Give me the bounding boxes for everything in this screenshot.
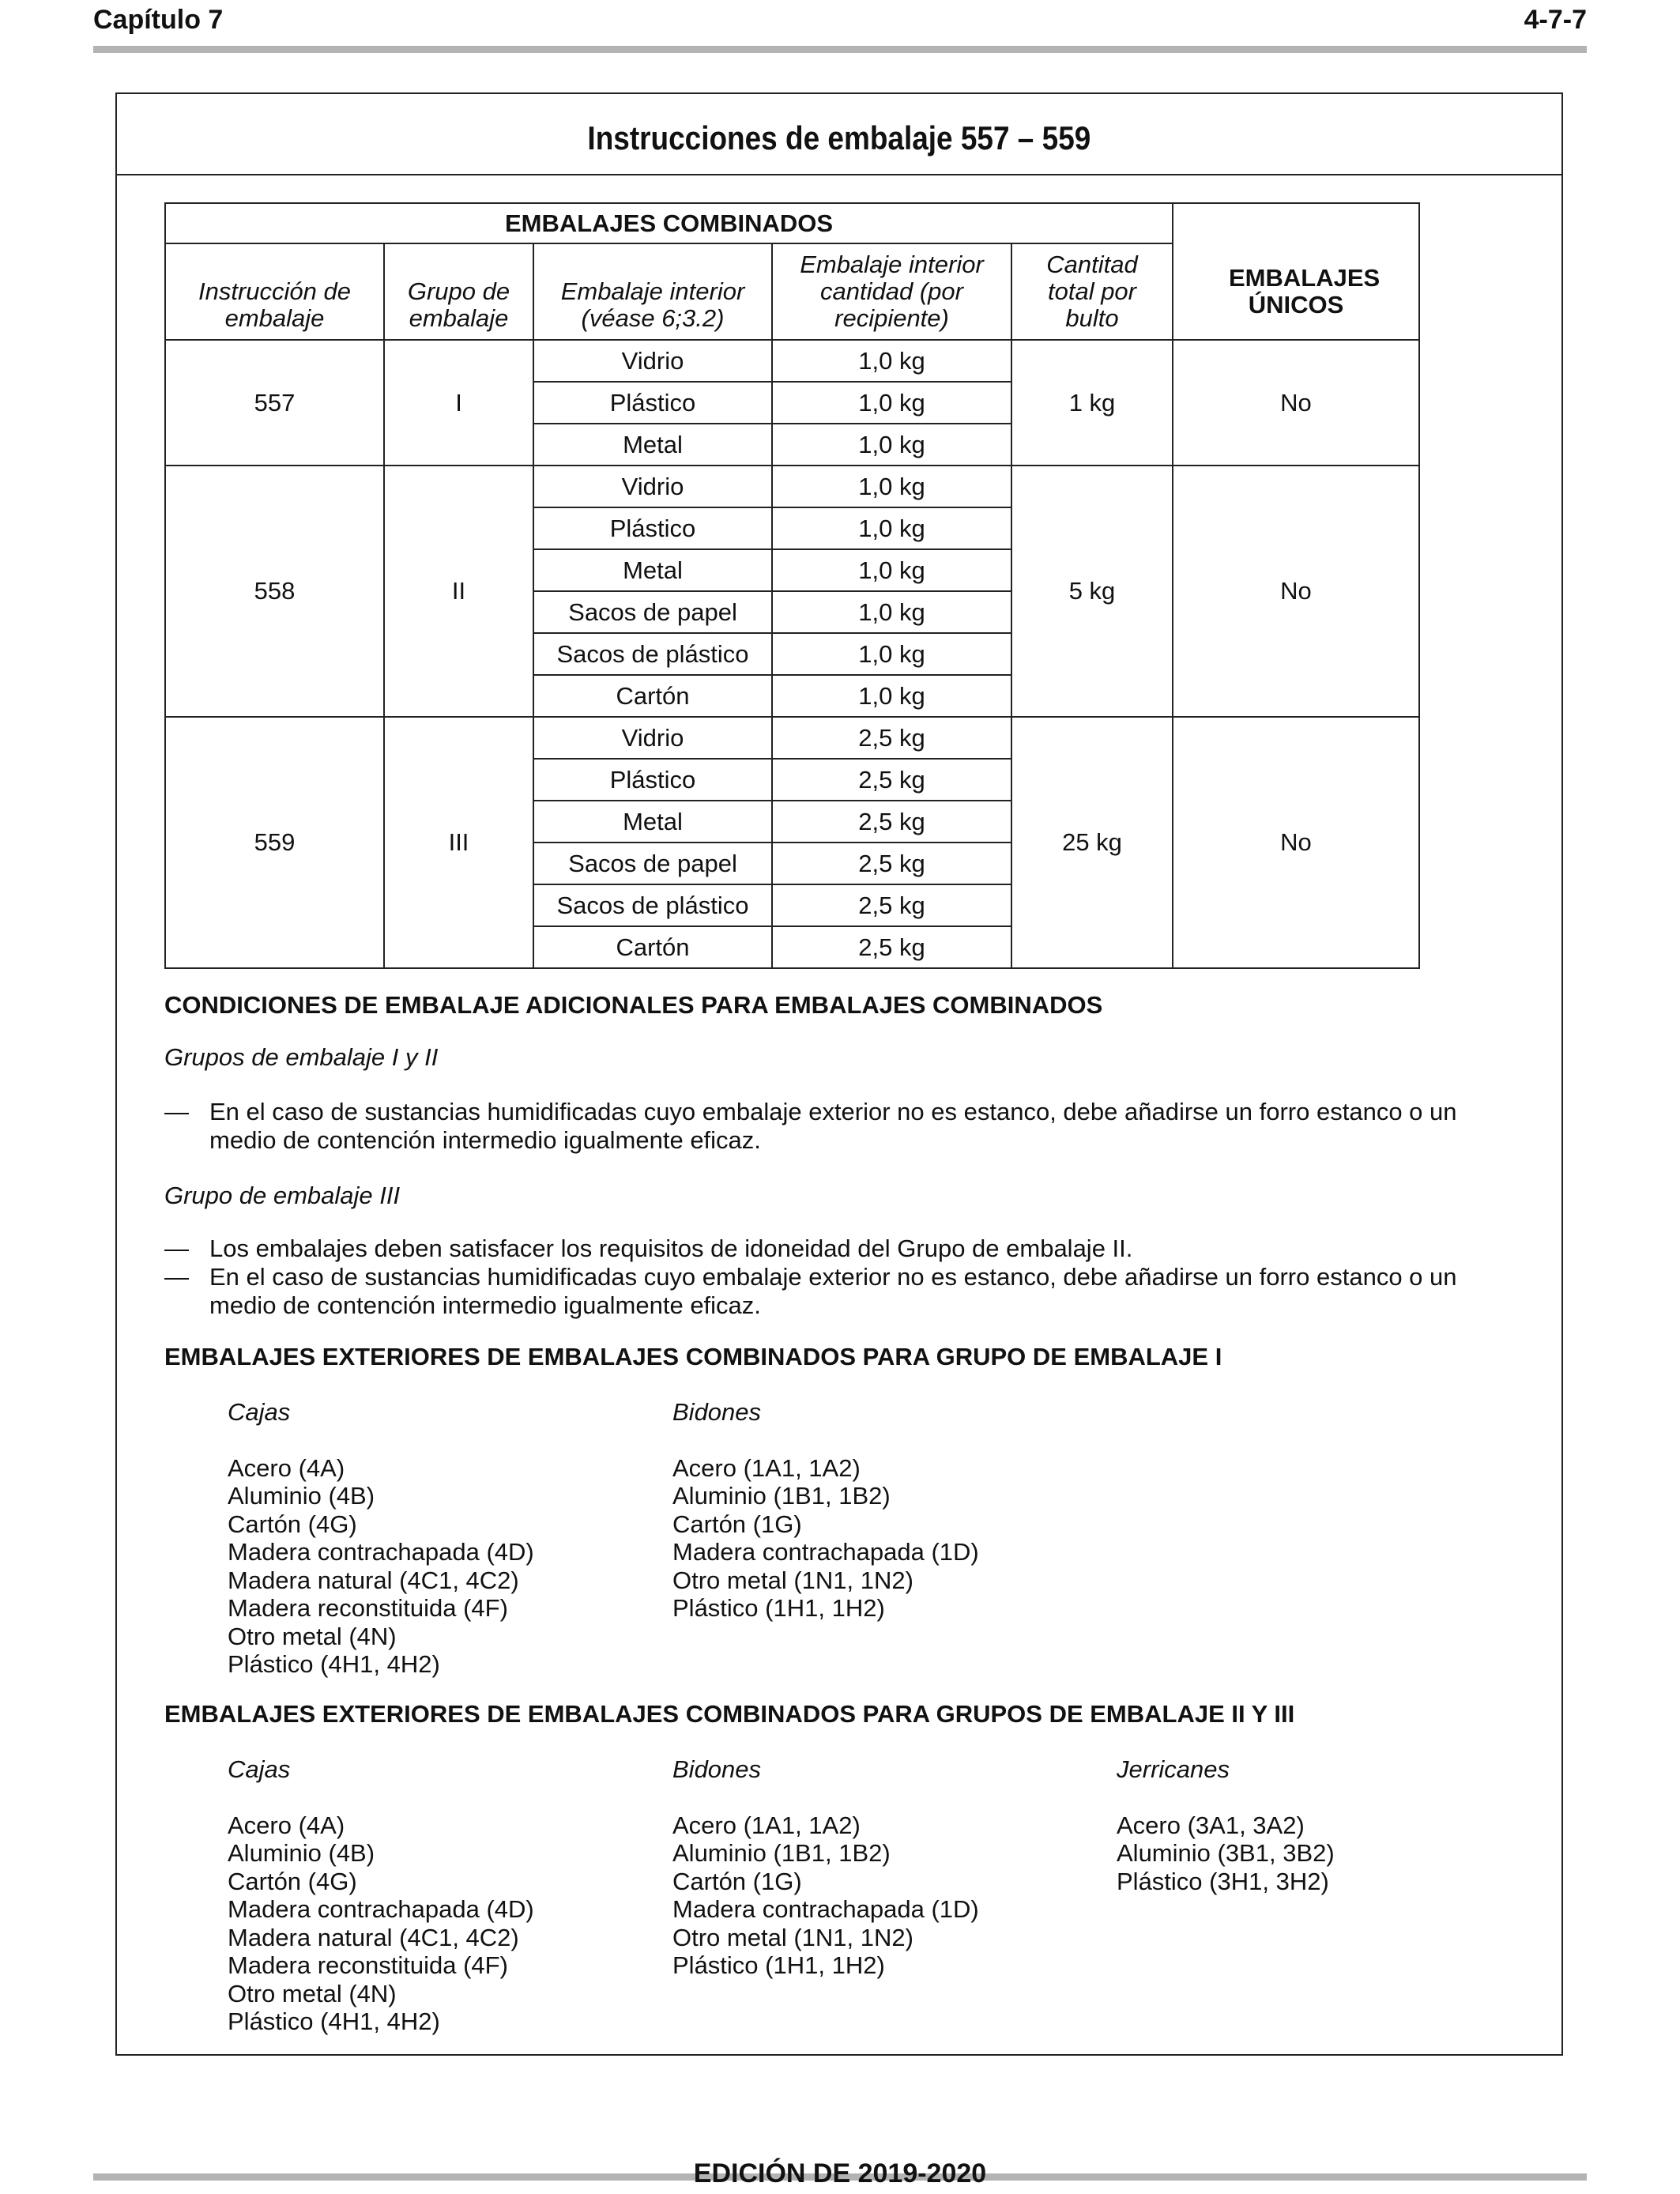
total-quantity-cell: 1 kg [1011, 340, 1173, 466]
single-packaging-cell: No [1173, 466, 1419, 717]
col-inner [533, 243, 772, 340]
conditions-group3-item [164, 1263, 1524, 1320]
inner-quantity-cell: 1,0 kg [772, 675, 1011, 717]
inner-packaging-cell: Metal [533, 424, 772, 466]
page-reference: 4-7-7 [1524, 5, 1587, 35]
inner-quantity-cell: 1,0 kg [772, 340, 1011, 382]
list-item: Acero (1A1, 1A2) [672, 1811, 861, 1839]
list-heading: Cajas [228, 1398, 291, 1426]
list-item: Madera natural (4C1, 4C2) [228, 1566, 519, 1594]
dash-marker: — [164, 1098, 189, 1125]
inner-quantity-cell: 2,5 kg [772, 926, 1011, 968]
col-instruction [165, 243, 384, 340]
list-item: Plástico (1H1, 1H2) [672, 1594, 885, 1622]
conditions-group3-item [164, 1235, 1524, 1263]
conditions-group1-item-text: En el caso de sustancias humidificadas cuyo embalaje exterior no es estanco, debe añadirse un forro estanco o un medio de contención intermedio igualmente eficaz. [209, 1098, 1457, 1154]
outer-pg23-boxes-column [228, 1755, 534, 2036]
inner-quantity-cell: 2,5 kg [772, 717, 1011, 759]
inner-packaging-cell: Sacos de papel [533, 591, 772, 633]
col-inner-qty-label: Embalaje interior cantidad (por recipiente) [800, 251, 984, 332]
inner-packaging-cell: Sacos de plástico [533, 633, 772, 675]
list-item: Cartón (4G) [228, 1510, 357, 1538]
list-item: Acero (3A1, 3A2) [1117, 1811, 1305, 1839]
list-item: Cartón (4G) [228, 1867, 357, 1895]
conditions-heading: CONDICIONES DE EMBALAJE ADICIONALES PARA EMBALAJES COMBINADOS [164, 991, 1103, 1019]
list-item: Madera contrachapada (4D) [228, 1895, 534, 1923]
list-item: Aluminio (4B) [228, 1839, 375, 1867]
single-packaging-cell: No [1173, 340, 1419, 466]
conditions-group3-heading: Grupo de embalaje III [164, 1182, 401, 1209]
inner-quantity-cell: 1,0 kg [772, 591, 1011, 633]
table-row [165, 717, 1419, 759]
list-item: Madera contrachapada (4D) [228, 1538, 534, 1566]
inner-packaging-cell: Metal [533, 801, 772, 843]
list-heading: Jerricanes [1117, 1755, 1230, 1783]
edition-footer: EDICIÓN DE 2019-2020 [693, 2158, 987, 2188]
inner-packaging-cell: Cartón [533, 675, 772, 717]
inner-quantity-cell: 1,0 kg [772, 382, 1011, 424]
list-item: Otro metal (4N) [228, 1979, 397, 2007]
header-rule [93, 46, 1587, 53]
inner-packaging-cell: Sacos de papel [533, 843, 772, 884]
conditions-group3-item-text: En el caso de sustancias humidificadas cuyo embalaje exterior no es estanco, debe añadirse un forro estanco o un medio de contención intermedio igualmente eficaz. [209, 1263, 1457, 1319]
list-item: Aluminio (1B1, 1B2) [672, 1482, 891, 1510]
single-packaging-label: EMBALAJES ÚNICOS [1229, 263, 1381, 319]
inner-packaging-cell: Cartón [533, 926, 772, 968]
inner-quantity-cell: 2,5 kg [772, 801, 1011, 843]
instruction-cell: 558 [165, 466, 384, 717]
list-item: Plástico (4H1, 4H2) [228, 1650, 440, 1678]
list-heading: Bidones [672, 1398, 762, 1426]
list-item: Aluminio (1B1, 1B2) [672, 1839, 891, 1867]
inner-quantity-cell: 1,0 kg [772, 633, 1011, 675]
list-item: Acero (1A1, 1A2) [672, 1453, 861, 1482]
dash-marker: — [164, 1235, 189, 1262]
conditions-group1-heading: Grupos de embalaje I y II [164, 1043, 439, 1071]
list-item: Cartón (1G) [672, 1510, 802, 1538]
inner-packaging-cell: Sacos de plástico [533, 884, 772, 926]
col-total-qty [1011, 243, 1173, 340]
outer-pg1-heading: EMBALAJES EXTERIORES DE EMBALAJES COMBINADOS PARA GRUPO DE EMBALAJE I [164, 1343, 1222, 1370]
list-item: Plástico (4H1, 4H2) [228, 2007, 440, 2035]
list-item: Otro metal (1N1, 1N2) [672, 1923, 913, 1951]
title-band [117, 94, 1561, 175]
col-inner-qty [772, 243, 1011, 340]
packing-table [164, 202, 1420, 969]
list-item: Aluminio (3B1, 3B2) [1117, 1839, 1335, 1867]
inner-packaging-cell: Plástico [533, 382, 772, 424]
col-packing-group [384, 243, 533, 340]
col-packing-group-label: Grupo de embalaje [407, 277, 510, 332]
single-packaging-cell: No [1173, 717, 1419, 968]
inner-packaging-cell: Metal [533, 549, 772, 591]
inner-quantity-cell: 1,0 kg [772, 507, 1011, 549]
list-heading: Cajas [228, 1755, 291, 1783]
packing-instruction-frame [115, 92, 1563, 2056]
inner-packaging-cell: Vidrio [533, 466, 772, 507]
list-item: Otro metal (1N1, 1N2) [672, 1566, 913, 1594]
outer-pg23-drums-column [672, 1755, 979, 1980]
inner-quantity-cell: 2,5 kg [772, 843, 1011, 884]
inner-quantity-cell: 2,5 kg [772, 884, 1011, 926]
total-quantity-cell: 25 kg [1011, 717, 1173, 968]
list-item: Madera contrachapada (1D) [672, 1538, 979, 1566]
col-instruction-label: Instrucción de embalaje [198, 277, 351, 332]
table-row [165, 340, 1419, 382]
instruction-cell: 557 [165, 340, 384, 466]
inner-quantity-cell: 1,0 kg [772, 424, 1011, 466]
list-item: Acero (4A) [228, 1811, 345, 1839]
conditions-group3-item-text: Los embalajes deben satisfacer los requisitos de idoneidad del Grupo de embalaje II. [209, 1235, 1133, 1262]
list-item: Aluminio (4B) [228, 1482, 375, 1510]
page-title: Instrucciones de embalaje 557 – 559 [587, 119, 1091, 156]
combined-packaging-header: EMBALAJES COMBINADOS [165, 203, 1173, 243]
list-heading: Bidones [672, 1755, 762, 1783]
inner-quantity-cell: 1,0 kg [772, 466, 1011, 507]
list-item: Plástico (3H1, 3H2) [1117, 1867, 1329, 1895]
list-item: Madera reconstituida (4F) [228, 1594, 508, 1622]
list-item: Madera contrachapada (1D) [672, 1895, 979, 1923]
list-item: Madera natural (4C1, 4C2) [228, 1923, 519, 1951]
dash-marker: — [164, 1263, 189, 1291]
packing-group-cell: I [384, 340, 533, 466]
col-inner-label: Embalaje interior (véase 6;3.2) [560, 277, 745, 332]
list-item: Cartón (1G) [672, 1867, 802, 1895]
inner-packaging-cell: Plástico [533, 507, 772, 549]
inner-packaging-cell: Vidrio [533, 340, 772, 382]
packing-group-cell: III [384, 717, 533, 968]
inner-packaging-cell: Vidrio [533, 717, 772, 759]
col-total-qty-label: Cantitad total por bulto [1046, 251, 1138, 332]
table-row [165, 466, 1419, 507]
list-item: Plástico (1H1, 1H2) [672, 1951, 885, 1979]
packing-group-cell: II [384, 466, 533, 717]
outer-pg23-jerricans-column [1117, 1755, 1335, 1895]
inner-packaging-cell: Plástico [533, 759, 772, 801]
outer-pg1-boxes-column [228, 1398, 534, 1679]
conditions-group1-item [164, 1098, 1524, 1155]
list-item: Madera reconstituida (4F) [228, 1951, 508, 1979]
outer-pg23-heading: EMBALAJES EXTERIORES DE EMBALAJES COMBINADOS PARA GRUPOS DE EMBALAJE II Y III [164, 1700, 1295, 1728]
total-quantity-cell: 5 kg [1011, 466, 1173, 717]
inner-quantity-cell: 1,0 kg [772, 549, 1011, 591]
list-item: Acero (4A) [228, 1453, 345, 1482]
outer-pg1-drums-column [672, 1398, 979, 1623]
chapter-label: Capítulo 7 [93, 5, 224, 35]
single-packaging-header [1173, 203, 1419, 340]
list-item: Otro metal (4N) [228, 1622, 397, 1650]
inner-quantity-cell: 2,5 kg [772, 759, 1011, 801]
instruction-cell: 559 [165, 717, 384, 968]
